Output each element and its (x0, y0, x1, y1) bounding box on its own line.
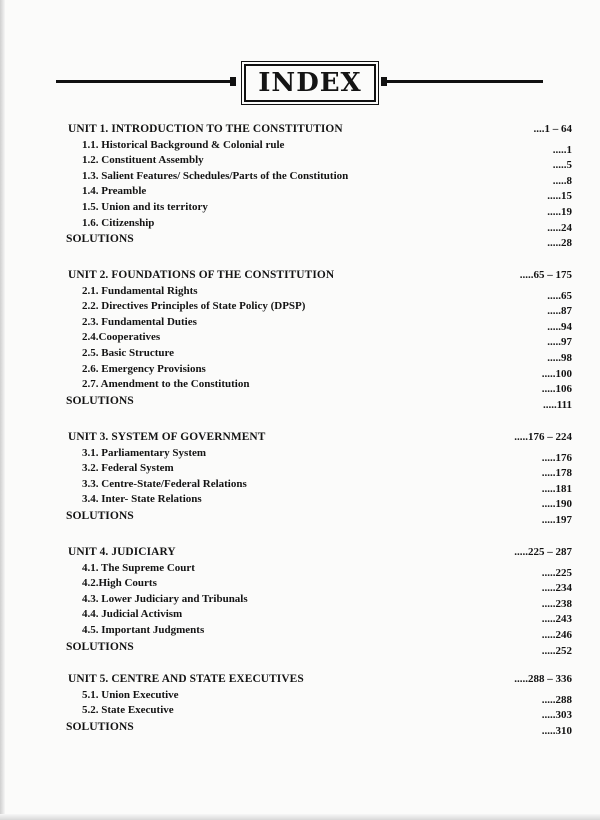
entry-label: 1.1. Historical Background & Colonial rule (82, 138, 285, 151)
solutions-entry[interactable] (0, 719, 600, 735)
solutions-label: SOLUTIONS (66, 508, 134, 522)
index-entry[interactable] (0, 592, 600, 608)
entry-page: .....246 (541, 628, 572, 641)
entry-label: 2.5. Basic Structure (82, 346, 175, 359)
entry-page: .....100 (541, 367, 572, 380)
entry-page: .....106 (541, 383, 572, 396)
unit-section (0, 430, 600, 524)
index-entry[interactable] (0, 346, 600, 362)
unit-page-range: ....1 – 64 (533, 123, 572, 135)
solutions-entry[interactable] (0, 639, 600, 655)
entry-label: 4.2.High Courts (82, 577, 157, 590)
index-entry[interactable] (0, 200, 600, 216)
entry-label: 4.5. Important Judgments (82, 623, 205, 636)
unit-page-range: .....176 – 224 (514, 431, 572, 443)
entry-page: .....238 (541, 597, 572, 610)
entry-page: .....190 (541, 498, 572, 511)
unit-section (0, 545, 600, 657)
entry-label: 5.2. State Executive (82, 704, 174, 717)
unit-title: UNIT 4. JUDICIARY (68, 546, 176, 558)
entry-label: 3.1. Parliamentary System (82, 446, 207, 459)
entry-label: 3.2. Federal System (82, 462, 174, 475)
entry-page: .....98 (547, 351, 572, 364)
index-entry[interactable] (0, 461, 600, 480)
index-entry[interactable] (0, 576, 600, 595)
entry-label: 2.7. Amendment to the Constitution (82, 378, 250, 391)
solutions-label: SOLUTIONS (66, 393, 134, 407)
index-entry[interactable] (0, 315, 600, 331)
index-entry[interactable] (0, 299, 600, 318)
entry-page: .....5 (552, 159, 572, 172)
unit-heading[interactable] (0, 268, 600, 284)
entry-page: .....94 (547, 320, 572, 333)
index-entry[interactable] (0, 284, 600, 300)
index-entry[interactable] (0, 377, 600, 396)
index-entry[interactable] (0, 216, 600, 232)
solutions-label: SOLUTIONS (66, 719, 134, 733)
unit-heading[interactable] (0, 122, 600, 138)
index-entry[interactable] (0, 607, 600, 626)
index-entry[interactable] (0, 362, 600, 378)
entry-page: .....178 (541, 467, 572, 480)
entry-label: 3.4. Inter- State Relations (82, 493, 202, 506)
entry-page: .....24 (547, 221, 572, 234)
entry-page: .....15 (547, 190, 572, 203)
index-entry[interactable] (0, 561, 600, 577)
solutions-label: SOLUTIONS (66, 232, 134, 246)
entry-page: .....176 (541, 451, 572, 464)
index-entry[interactable] (0, 330, 600, 349)
solutions-entry[interactable] (0, 508, 600, 524)
entry-label: 4.4. Judicial Activism (82, 608, 183, 621)
unit-title: UNIT 2. FOUNDATIONS OF THE CONSTITUTION (68, 269, 335, 281)
index-entry[interactable] (0, 446, 600, 462)
entry-page: .....97 (547, 336, 572, 349)
unit-page-range: .....65 – 175 (519, 269, 572, 281)
unit-section (0, 122, 600, 250)
index-entry[interactable] (0, 688, 600, 704)
index-entry[interactable] (0, 184, 600, 203)
unit-title: UNIT 5. CENTRE AND STATE EXECUTIVES (68, 673, 304, 685)
unit-heading[interactable] (0, 430, 600, 446)
page-title: INDEX (244, 64, 376, 102)
entry-label: 1.4. Preamble (82, 185, 147, 198)
entry-label: 1.6. Citizenship (82, 216, 155, 229)
entry-page: .....1 (552, 143, 572, 156)
entry-label: 2.1. Fundamental Rights (82, 284, 198, 297)
entry-page: .....243 (541, 613, 572, 626)
entry-label: 4.3. Lower Judiciary and Tribunals (82, 592, 248, 605)
unit-page-range: .....225 – 287 (514, 546, 572, 558)
solutions-page: .....197 (541, 513, 572, 526)
entry-label: 2.2. Directives Principles of State Policy (DPSP) (82, 300, 306, 313)
entry-label: 2.3. Fundamental Duties (82, 315, 197, 328)
index-entry[interactable] (0, 492, 600, 511)
entry-label: 5.1. Union Executive (82, 688, 179, 701)
solutions-label: SOLUTIONS (66, 639, 134, 653)
solutions-entry[interactable] (0, 231, 600, 250)
unit-heading[interactable] (0, 672, 600, 688)
solutions-page: .....28 (547, 237, 572, 250)
unit-title: UNIT 1. INTRODUCTION TO THE CONSTITUTION (68, 123, 343, 135)
solutions-page: .....310 (541, 724, 572, 737)
index-entry[interactable] (0, 169, 600, 185)
index-entry[interactable] (0, 703, 600, 722)
entry-label: 1.2. Constituent Assembly (82, 154, 204, 167)
entry-page: .....288 (541, 693, 572, 706)
entry-page: .....87 (547, 305, 572, 318)
entry-page: .....225 (541, 566, 572, 579)
entry-label: 2.4.Cooperatives (82, 331, 161, 344)
entry-page: .....303 (541, 709, 572, 722)
entry-page: .....8 (552, 174, 572, 187)
index-entry[interactable] (0, 138, 600, 154)
entry-label: 4.1. The Supreme Court (82, 561, 195, 574)
entry-label: 3.3. Centre-State/Federal Relations (82, 477, 247, 490)
solutions-entry[interactable] (0, 393, 600, 409)
unit-title: UNIT 3. SYSTEM OF GOVERNMENT (68, 431, 266, 443)
entry-label: 1.3. Salient Features/ Schedules/Parts of the Constitution (82, 169, 349, 182)
solutions-page: .....252 (541, 644, 572, 657)
unit-section (0, 268, 600, 411)
unit-section (0, 672, 600, 737)
entry-page: .....19 (547, 205, 572, 218)
entry-label: 1.5. Union and its territory (82, 200, 208, 213)
index-entry[interactable] (0, 477, 600, 493)
entry-page: .....234 (541, 582, 572, 595)
entry-page: .....65 (547, 289, 572, 302)
index-entry[interactable] (0, 153, 600, 172)
entry-page: .....181 (541, 482, 572, 495)
index-entry[interactable] (0, 623, 600, 639)
entry-label: 2.6. Emergency Provisions (82, 362, 206, 375)
unit-page-range: .....288 – 336 (514, 673, 572, 685)
unit-heading[interactable] (0, 545, 600, 561)
solutions-page: .....111 (542, 398, 572, 411)
